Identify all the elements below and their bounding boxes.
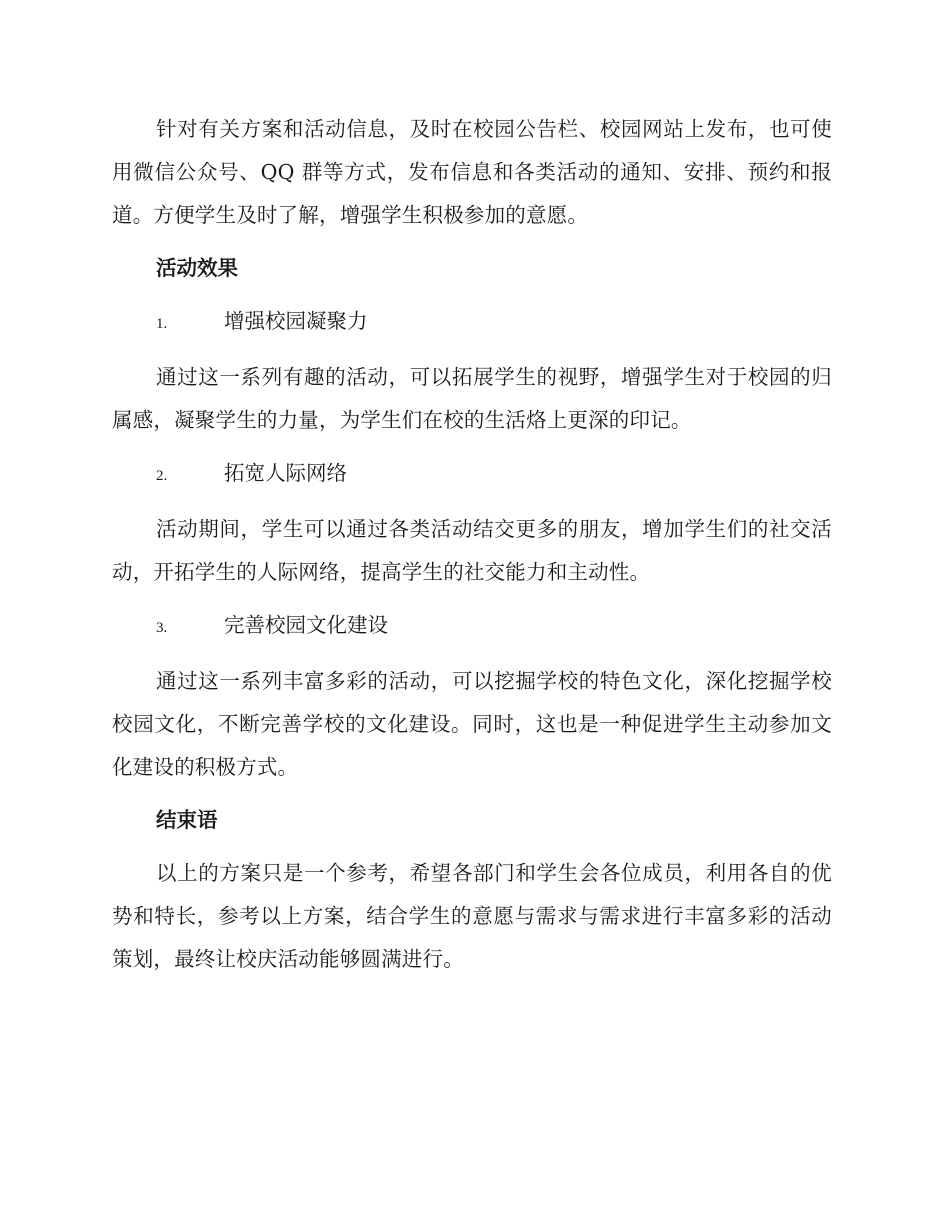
item-title: 拓宽人际网络 <box>224 461 347 485</box>
item-number: 3. <box>156 620 168 636</box>
document-page <box>112 108 832 981</box>
effect-paragraph-1: 通过这一系列有趣的活动，可以拓展学生的视野，增强学生对于校园的归属感，凝聚学生的力量，为学生们在校的生活烙上更深的印记。 <box>112 365 832 432</box>
effect-item-3 <box>112 604 832 650</box>
effects-heading: 活动效果 <box>156 256 238 280</box>
item-number: 1. <box>156 316 168 332</box>
item-title: 增强校园凝聚力 <box>224 309 368 333</box>
effect-paragraph-3: 通过这一系列丰富多彩的活动，可以挖掘学校的特色文化，深化挖掘学校校园文化，不断完善学校的文化建设。同时，这也是一种促进学生主动参加文化建设的积极方式。 <box>112 669 832 779</box>
item-title: 完善校园文化建设 <box>224 613 388 637</box>
effect-item-1 <box>112 300 832 346</box>
conclusion-heading: 结束语 <box>156 808 218 832</box>
effect-paragraph-2: 活动期间，学生可以通过各类活动结交更多的朋友，增加学生们的社交活动，开拓学生的人际网络，提高学生的社交能力和主动性。 <box>112 517 832 584</box>
intro-paragraph: 针对有关方案和活动信息，及时在校园公告栏、校园网站上发布，也可使用微信公众号、QQ 群等方式，发布信息和各类活动的通知、安排、预约和报道。方便学生及时了解，增强学生积极参加的意愿。 <box>112 117 832 227</box>
conclusion-paragraph: 以上的方案只是一个参考，希望各部门和学生会各位成员，利用各自的优势和特长，参考以上方案，结合学生的意愿与需求与需求进行丰富多彩的活动策划，最终让校庆活动能够圆满进行。 <box>112 861 832 971</box>
effect-item-2 <box>112 452 832 498</box>
item-number: 2. <box>156 468 168 484</box>
